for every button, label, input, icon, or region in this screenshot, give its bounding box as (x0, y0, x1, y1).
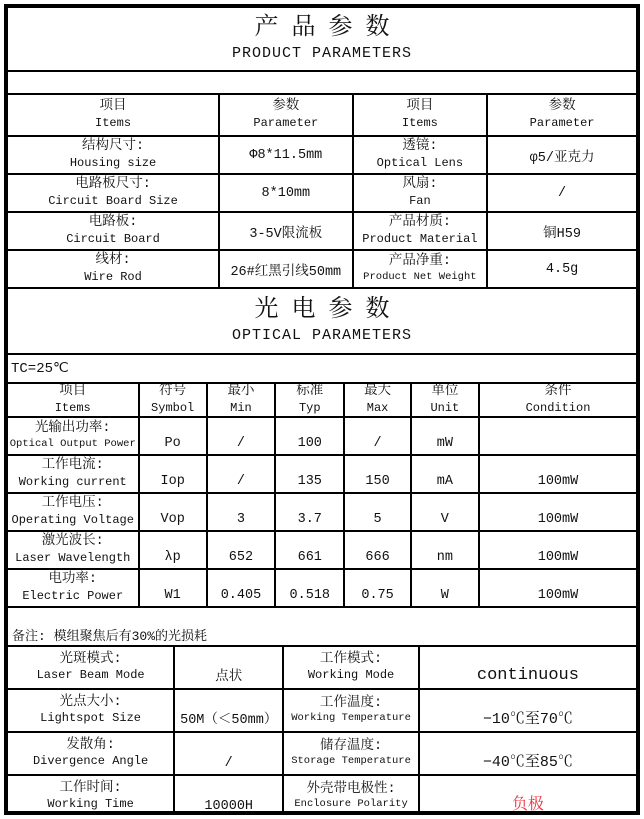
remark-row (8, 608, 636, 647)
electric-power-max: 0.75 (345, 570, 411, 608)
electric-power-label: 电功率: Electric Power (8, 570, 140, 608)
housing-size-value: Φ8*11.5mm (220, 137, 354, 175)
circuit-board-size-label: 电路板尺寸: Circuit Board Size (8, 175, 220, 213)
working-current-min: / (208, 456, 276, 494)
laser-wavelength-symbol: λp (140, 532, 208, 570)
laser-beam-mode-value: 点状 (175, 647, 284, 690)
laser-wavelength-max: 666 (345, 532, 411, 570)
operating-voltage-symbol: Vop (140, 494, 208, 532)
t2-header-unit: 单位 Unit (412, 384, 480, 418)
optical-lens-value: φ5/亚克力 (488, 137, 636, 175)
product-net-weight-value: 4.5g (488, 251, 636, 289)
product-section-header (8, 8, 636, 72)
optical-output-power-unit: mW (412, 418, 480, 456)
t2-header-items: 项目 Items (8, 384, 140, 418)
fan-value: / (488, 175, 636, 213)
laser-wavelength-label: 激光波长: Laser Wavelength (8, 532, 140, 570)
laser-wavelength-typ: 661 (276, 532, 345, 570)
circuit-board-size-value: 8*10mm (220, 175, 354, 213)
circuit-board-value: 3-5V限流板 (220, 213, 354, 251)
working-current-typ: 135 (276, 456, 345, 494)
working-time-label: 工作时间: Working Time (8, 776, 175, 815)
t1-header-items-left: 项目 Items (8, 95, 220, 137)
optical-lens-label: 透镜: Optical Lens (354, 137, 489, 175)
electric-power-symbol: W1 (140, 570, 208, 608)
divergence-angle-value: / (175, 733, 284, 776)
optical-output-power-typ: 100 (276, 418, 345, 456)
t2-header-max: 最大 Max (345, 384, 411, 418)
storage-temperature-label: 储存温度: Storage Temperature (284, 733, 420, 776)
working-current-max: 150 (345, 456, 411, 494)
spacer-row (8, 72, 636, 95)
working-current-unit: mA (412, 456, 480, 494)
t2-header-min: 最小 Min (208, 384, 276, 418)
optical-output-power-symbol: Po (140, 418, 208, 456)
operating-voltage-label: 工作电压: Operating Voltage (8, 494, 140, 532)
t1-header-parameter-right: 参数 Parameter (488, 95, 636, 137)
operating-voltage-typ: 3.7 (276, 494, 345, 532)
general-spec-table (8, 647, 636, 815)
working-temperature-label: 工作温度: Working Temperature (284, 690, 420, 733)
t1-header-parameter-left: 参数 Parameter (220, 95, 354, 137)
product-material-value: 铜H59 (488, 213, 636, 251)
optical-output-power-min: / (208, 418, 276, 456)
operating-voltage-min: 3 (208, 494, 276, 532)
optical-parameters-table (8, 384, 636, 608)
working-current-label: 工作电流: Working current (8, 456, 140, 494)
t2-header-typ: 标准 Typ (276, 384, 345, 418)
laser-wavelength-min: 652 (208, 532, 276, 570)
working-time-value: 10000H (175, 776, 284, 815)
optical-title-en: OPTICAL PARAMETERS (231, 327, 413, 345)
working-current-condition: 100mW (480, 456, 636, 494)
optical-output-power-max: / (345, 418, 411, 456)
lightspot-size-value: 50M（＜50mm） (175, 690, 284, 733)
working-mode-label: 工作模式: Working Mode (284, 647, 420, 690)
electric-power-min: 0.405 (208, 570, 276, 608)
working-temperature-value: −10℃至70℃ (420, 690, 636, 733)
tc-note: TC=25℃ (11, 361, 69, 377)
working-mode-value: continuous (420, 647, 636, 690)
optical-title-cn: 光电参数 (254, 296, 403, 324)
electric-power-typ: 0.518 (276, 570, 345, 608)
storage-temperature-value: −40℃至85℃ (420, 733, 636, 776)
tc-condition-row (8, 355, 636, 384)
housing-size-label: 结构尺寸: Housing size (8, 137, 220, 175)
product-title-cn: 产品参数 (254, 14, 403, 42)
product-title-en: PRODUCT PARAMETERS (231, 45, 413, 63)
enclosure-polarity-label: 外壳带电极性: Enclosure Polarity (284, 776, 420, 815)
optical-output-power-label: 光输出功率: Optical Output Power (8, 418, 140, 456)
electric-power-condition: 100mW (480, 570, 636, 608)
operating-voltage-unit: V (412, 494, 480, 532)
product-material-label: 产品材质: Product Material (354, 213, 489, 251)
remark-note: 备注: 模组聚焦后有30%的光损耗 (12, 629, 208, 644)
wire-rod-label: 线材: Wire Rod (8, 251, 220, 289)
t2-header-symbol: 符号 Symbol (140, 384, 208, 418)
electric-power-unit: W (412, 570, 480, 608)
operating-voltage-condition: 100mW (480, 494, 636, 532)
divergence-angle-label: 发散角: Divergence Angle (8, 733, 175, 776)
wire-rod-value: 26#红黑引线50mm (220, 251, 354, 289)
laser-wavelength-unit: nm (412, 532, 480, 570)
lightspot-size-label: 光点大小: Lightspot Size (8, 690, 175, 733)
product-parameters-table (8, 95, 636, 289)
optical-section-header (8, 289, 636, 355)
fan-label: 风扇: Fan (354, 175, 489, 213)
optical-output-power-condition (480, 418, 636, 456)
spec-sheet-page (4, 4, 640, 815)
enclosure-polarity-value: 负极 (420, 776, 636, 815)
operating-voltage-max: 5 (345, 494, 411, 532)
laser-beam-mode-label: 光斑模式: Laser Beam Mode (8, 647, 175, 690)
circuit-board-label: 电路板: Circuit Board (8, 213, 220, 251)
t2-header-condition: 条件 Condition (480, 384, 636, 418)
working-current-symbol: Iop (140, 456, 208, 494)
t1-header-items-right: 项目 Items (354, 95, 489, 137)
laser-wavelength-condition: 100mW (480, 532, 636, 570)
product-net-weight-label: 产品净重: Product Net Weight (354, 251, 489, 289)
